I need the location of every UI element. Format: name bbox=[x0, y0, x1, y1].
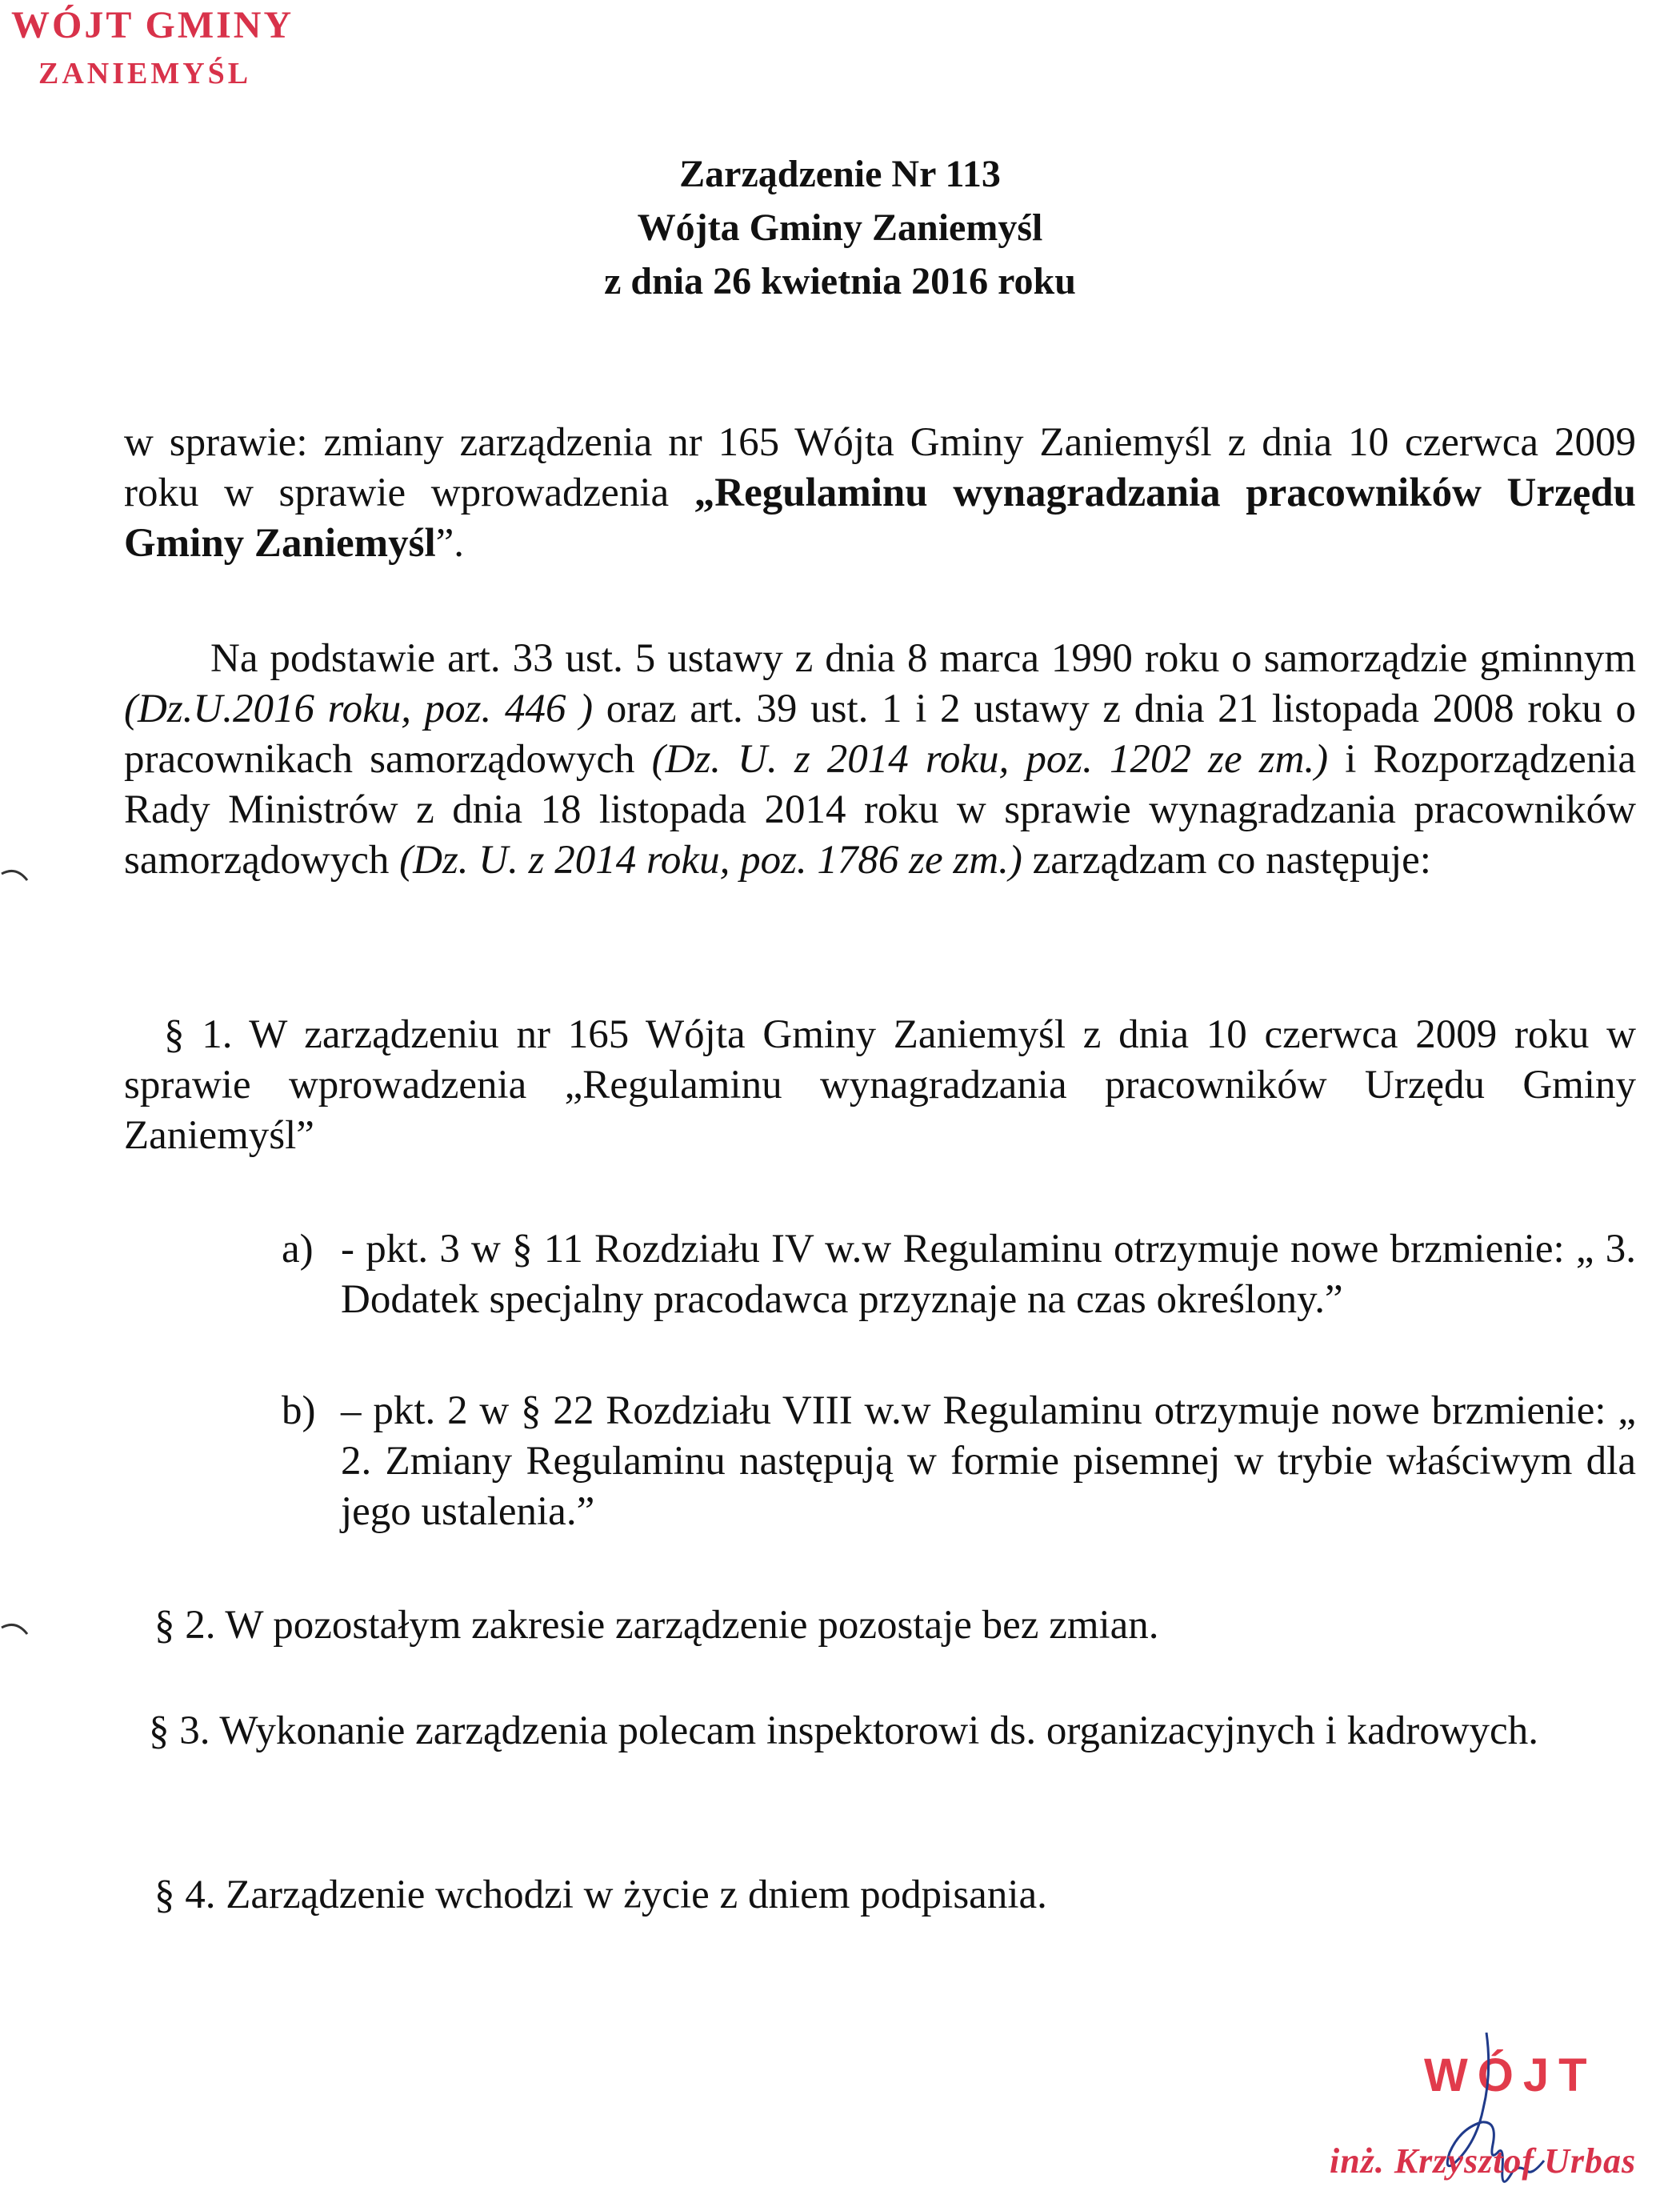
signature-stamp-title: WÓJT bbox=[1424, 2049, 1597, 2101]
basis-citation-3: (Dz. U. z 2014 roku, poz. 1786 ze zm.) bbox=[399, 838, 1022, 883]
section-1-paragraph: § 1. W zarządzeniu nr 165 Wójta Gminy Zaniemyśl z dnia 10 czerwca 2009 roku w sprawie wprowadzenia „Regulaminu wynagradzania pracowników Urzędu Gminy Zaniemyśl” bbox=[124, 1012, 1636, 1158]
stamp-wojt-gminy bbox=[11, 0, 294, 96]
basis-text-4: zarządzam co następuje: bbox=[1022, 838, 1431, 883]
list-marker-b: b) bbox=[282, 1388, 316, 1433]
signature-block bbox=[1312, 2033, 1664, 2201]
section-3-paragraph: § 3. Wykonanie zarządzenia polecam inspektorowi ds. organizacyjnych i kadrowych. bbox=[149, 1708, 1538, 1753]
binder-hole-mark-icon bbox=[0, 863, 29, 887]
title-line-2: Wójta Gminy Zaniemyśl bbox=[637, 206, 1043, 249]
list-item-b-text: – pkt. 2 w § 22 Rozdziału VIII w.w Regulaminu otrzymuje nowe brzmienie: „ 2. Zmiany Regulaminu następują w formie pisemnej w trybie właściwym dla jego ustalenia.” bbox=[341, 1388, 1636, 1534]
list-marker-a: a) bbox=[282, 1227, 314, 1272]
document-title bbox=[0, 147, 1680, 308]
title-line-3: z dnia 26 kwietnia 2016 roku bbox=[604, 260, 1076, 302]
subject-bold-title: „Regulaminu wynagradzania pracowników Urzędu Gminy Zaniemyśl bbox=[124, 471, 1637, 566]
signature-stamp-name: inż. Krzysztof Urbas bbox=[1330, 2141, 1637, 2181]
list-item bbox=[282, 1224, 1636, 1325]
title-line-1: Zarządzenie Nr 113 bbox=[679, 153, 1001, 195]
section-2-paragraph: § 2. W pozostałym zakresie zarządzenie pozostaje bez zmian. bbox=[154, 1603, 1159, 1648]
legal-basis-paragraph bbox=[124, 634, 1636, 886]
basis-citation-2: (Dz. U. z 2014 roku, poz. 1202 ze zm.) bbox=[651, 737, 1329, 782]
list-item bbox=[282, 1386, 1636, 1537]
basis-citation-1: (Dz.U.2016 roku, poz. 446 ) bbox=[124, 687, 594, 731]
subject-text: w sprawie: zmiany zarządzenia nr 165 Wójta Gminy Zaniemyśl z dnia 10 czerwca 2009 roku w sprawie wprowadzenia bbox=[124, 420, 1636, 515]
basis-text-2: oraz art. 39 ust. 1 i 2 ustawy z dnia 21 listopada 2008 roku o pracownikach samorządowych bbox=[124, 687, 1636, 782]
list-item-a-text: - pkt. 3 w § 11 Rozdziału IV w.w Regulaminu otrzymuje nowe brzmienie: „ 3. Dodatek specjalny pracodawca przyznaje na czas określony.” bbox=[341, 1227, 1636, 1322]
binder-hole-mark-icon bbox=[0, 1616, 29, 1640]
stamp-line-2: ZANIEMYŚL bbox=[38, 57, 252, 90]
stamp-line-1: WÓJT GMINY bbox=[11, 4, 294, 46]
subject-paragraph bbox=[124, 418, 1636, 569]
section-4-paragraph: § 4. Zarządzenie wchodzi w życie z dniem podpisania. bbox=[154, 1873, 1047, 1917]
basis-text-3: i Rozporządzenia Rady Ministrów z dnia 18 listopada 2014 roku w sprawie wynagradzania pracowników samorządowych bbox=[124, 737, 1637, 883]
basis-text-1: Na podstawie art. 33 ust. 5 ustawy z dnia 8 marca 1990 roku o samorządzie gminnym bbox=[210, 636, 1636, 681]
subject-suffix: ”. bbox=[435, 521, 465, 566]
